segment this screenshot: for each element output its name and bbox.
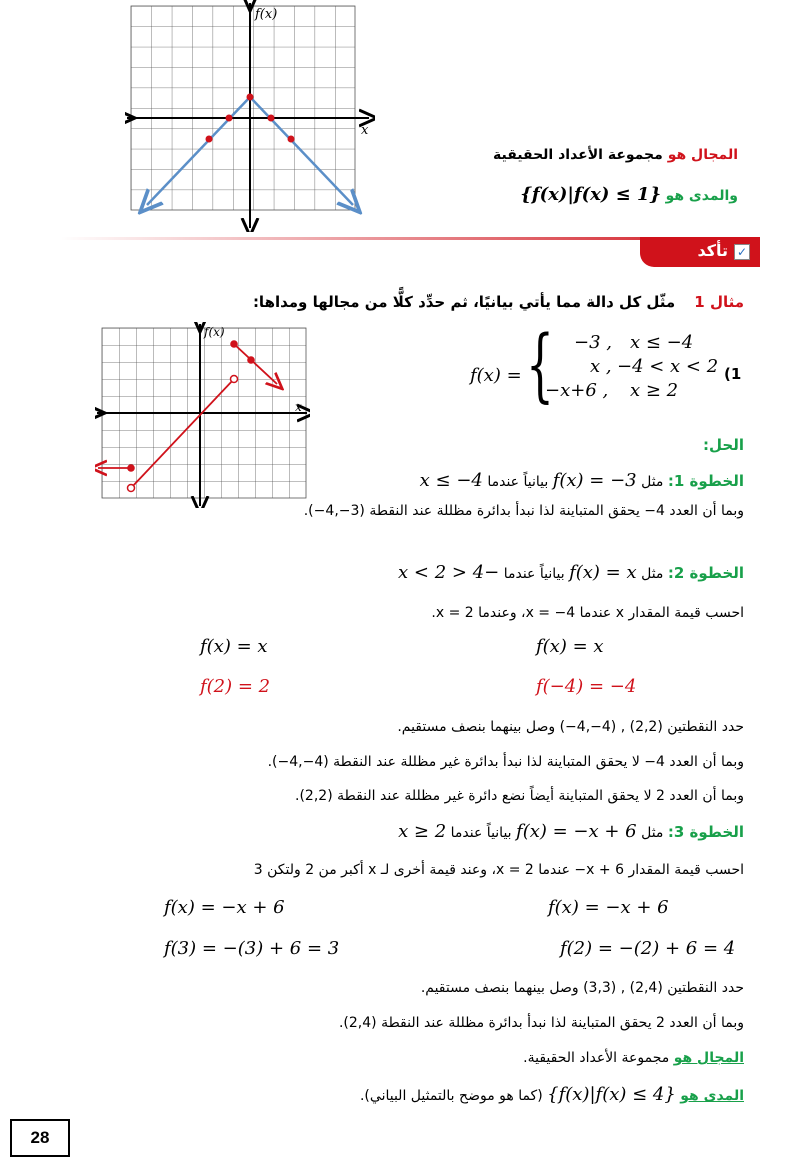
piece-expr-1: −3 , xyxy=(574,332,612,353)
banner xyxy=(640,237,760,267)
y-axis-label: f(x) xyxy=(204,325,225,339)
check-icon: ✓ xyxy=(734,244,750,260)
open-point xyxy=(128,485,135,492)
top-range: والمدى هو {f(x)|f(x) ≤ 1} xyxy=(520,184,738,205)
piece-cond-3: x ≥ 2 xyxy=(630,380,679,401)
step3-note-1: حدد النقطتين (2,4) , (3,3) وصل بينهما بنصف مستقيم. xyxy=(420,980,744,996)
problem-number: (1 xyxy=(724,365,742,383)
point xyxy=(206,136,213,143)
y-axis-label: f(x) xyxy=(255,7,278,22)
solution-domain: المجال هو مجموعة الأعداد الحقيقية. xyxy=(523,1050,744,1066)
step3-calc-left-1: f(x) = −x + 6 xyxy=(164,897,285,918)
step3-calc-text: احسب قيمة المقدار 6 + x− عندما x = 2، وعند قيمة أخرى لـ x أكبر من 2 ولتكن 3 xyxy=(253,862,744,878)
piece-cond-2: −4 < x < 2 xyxy=(617,356,719,377)
step3-calc-left-2: f(3) = −(3) + 6 = 3 xyxy=(164,938,340,959)
open-point xyxy=(231,376,238,383)
step3-line: الخطوة 3: مثل f(x) = −x + 6 بيانياً عندما x ≥ 2 xyxy=(398,821,744,842)
solution-range: المدى هو {f(x)|f(x) ≤ 4} (كما هو موضح بالتمثيل البياني). xyxy=(359,1084,744,1105)
step2-note-2: وبما أن العدد 4− لا يحقق المتباينة لذا نبدأ بدائرة غير مظللة عند النقطة (4−,4−). xyxy=(267,754,744,770)
step2-note-1: حدد النقطتين (2,2) , (4−,4−) وصل بينهما بنصف مستقيم. xyxy=(397,719,744,735)
top-domain: المجال هو مجموعة الأعداد الحقيقية xyxy=(493,147,738,163)
point xyxy=(268,115,275,122)
piece-expr-2: x , xyxy=(590,356,612,377)
page-number: 28 xyxy=(10,1119,70,1157)
step2-calc-right-1: f(x) = x xyxy=(536,636,604,657)
example-graph xyxy=(95,322,310,508)
closed-point xyxy=(127,464,135,472)
closed-point xyxy=(247,356,255,364)
point xyxy=(226,115,233,122)
step1-note: وبما أن العدد 4− يحقق المتباينة لذا نبدأ بدائرة مظللة عند النقطة (3−,4−). xyxy=(303,503,744,519)
closed-point xyxy=(230,340,238,348)
step2-calc-text: احسب قيمة المقدار x عندما x = −4، وعندما x = 2. xyxy=(431,605,744,621)
step3-note-2: وبما أن العدد 2 يحقق المتباينة لذا نبدأ بدائرة مظللة عند النقطة (2,4). xyxy=(338,1015,744,1031)
step2-calc-left-1: f(x) = x xyxy=(200,636,268,657)
fx-label: f(x) = xyxy=(470,365,522,386)
point xyxy=(247,94,254,101)
piece-cond-1: x ≤ −4 xyxy=(630,332,694,353)
step3-calc-right-1: f(x) = −x + 6 xyxy=(548,897,669,918)
top-graph xyxy=(125,0,375,232)
example-header: مثال 1 مثّل كل دالة مما يأتي بيانيًا، ثم حدِّد كلًّا من مجالها ومداها: xyxy=(252,293,744,311)
step1-line: الخطوة 1: مثل f(x) = −3 بيانياً عندما x ≤ −4 xyxy=(419,470,744,491)
piece-expr-3: −x+6 , xyxy=(545,380,609,401)
x-axis-label: x xyxy=(361,123,369,138)
banner-title: تأكد xyxy=(697,241,728,260)
step2-calc-right-2: f(−4) = −4 xyxy=(536,676,637,697)
step2-note-3: وبما أن العدد 2 لا يحقق المتباينة أيضاً نضع دائرة غير مظللة عند النقطة (2,2). xyxy=(295,788,744,804)
step2-calc-left-2: f(2) = 2 xyxy=(200,676,271,697)
step2-line: الخطوة 2: مثل f(x) = x بيانياً عندما −4 < x < 2 xyxy=(398,562,744,583)
x-axis-label: x xyxy=(295,400,302,414)
step3-calc-right-2: f(2) = −(2) + 6 = 4 xyxy=(560,938,736,959)
piecewise-brace: { xyxy=(526,318,554,411)
solution-heading: الحل: xyxy=(703,436,744,454)
point xyxy=(288,136,295,143)
